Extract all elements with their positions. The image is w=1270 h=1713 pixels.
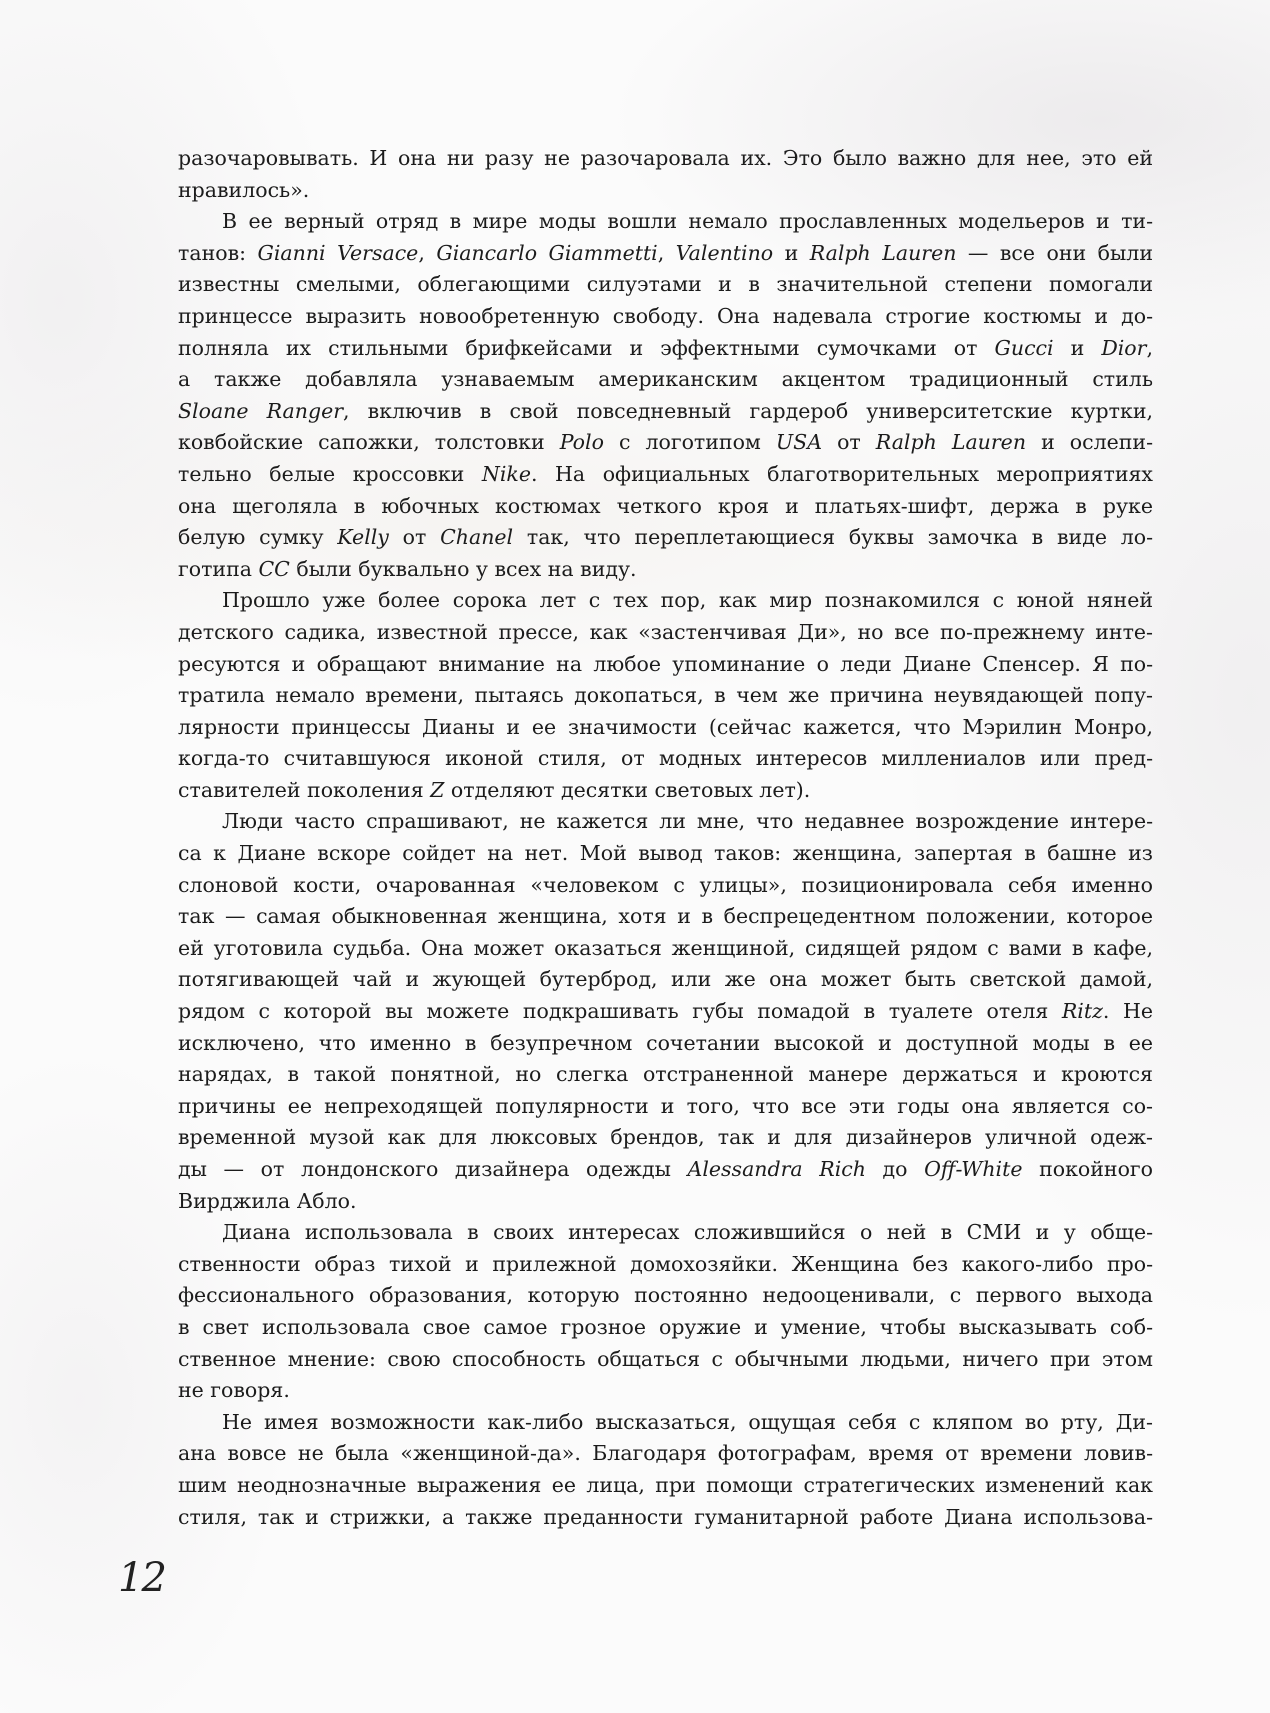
italic-term: Gucci xyxy=(994,335,1054,360)
text-line: ственное мнение: свою способность общаться с обычными людьми, ничего при этом xyxy=(178,1346,1153,1371)
italic-term: Ritz xyxy=(1061,999,1103,1024)
italic-term: CC xyxy=(258,556,290,581)
text-line: разочаровывать. И она ни разу не разочаровала их. Это было важно для нее, это ей xyxy=(178,146,1153,170)
italic-term: Ralph Lauren xyxy=(875,430,1027,455)
text-line: белую сумку Kelly от Chanel так, что переплетающиеся буквы замочка в виде ло- xyxy=(178,525,1153,550)
italic-term: Dior xyxy=(1101,335,1147,360)
italic-term: Nike xyxy=(481,461,531,486)
text-line: временной музой как для люксовых брендов, так и для дизайнеров уличной одеж- xyxy=(178,1125,1153,1150)
italic-term: Z xyxy=(430,777,445,802)
text-line: потягивающей чай и жующей бутерброд, или же она может быть светской дамой, xyxy=(178,967,1153,992)
text-line: она щеголяла в юбочных костюмах четкого кроя и платьях-шифт, держа в руке xyxy=(178,493,1153,518)
text-line: ресуются и обращают внимание на любое упоминание о леди Диане Спенсер. Я по- xyxy=(178,651,1153,676)
text-line: фессионального образования, которую постоянно недооценивали, с первого выхода xyxy=(178,1283,1153,1308)
italic-term: Gianni Versace xyxy=(257,240,419,265)
text-line: рядом с которой вы можете подкрашивать губы помадой в туалете отеля Ritz. Не xyxy=(178,999,1153,1024)
text-line: детского садика, известной прессе, как «застенчивая Ди», но все по-прежнему инте- xyxy=(178,619,1153,644)
text-line: исключено, что именно в безупречном сочетании высокой и доступной моды в ее xyxy=(178,1030,1153,1055)
text-line: ана вовсе не была «женщиной-да». Благодаря фотографам, время от времени ловив- xyxy=(178,1441,1153,1466)
text-line: ставителей поколения Z отделяют десятки световых лет). xyxy=(178,777,811,802)
text-line: са к Диане вскоре сойдет на нет. Мой вывод таков: женщина, запертая в башне из xyxy=(178,841,1153,866)
text-line: тратила немало времени, пытаясь докопаться, в чем же причина неувядающей попу- xyxy=(178,683,1153,708)
body-text xyxy=(178,143,1153,1533)
text-line: лярности принцессы Дианы и ее значимости (сейчас кажется, что Мэрилин Монро, xyxy=(178,714,1153,739)
text-line: полняла их стильными брифкейсами и эффектными сумочками от Gucci и Dior, xyxy=(178,335,1153,360)
italic-term: Giancarlo Giammetti xyxy=(436,240,658,265)
text-line: когда-то считавшуюся иконой стиля, от модных интересов миллениалов или пред- xyxy=(178,746,1153,771)
italic-term: USA xyxy=(775,430,823,455)
text-line: В ее верный отряд в мире моды вошли немало прославленных модельеров и ти- xyxy=(222,209,1153,234)
paragraph xyxy=(178,143,1153,206)
text-line: ственности образ тихой и прилежной домохозяйки. Женщина без какого-либо про- xyxy=(178,1251,1153,1276)
page-number: 12 xyxy=(118,1555,165,1601)
text-line: Люди часто спрашивают, не кажется ли мне, что недавнее возрождение интере- xyxy=(222,809,1153,834)
text-line: танов: Gianni Versace, Giancarlo Giammetti, Valentino и Ralph Lauren — все они были xyxy=(178,240,1153,265)
text-line: стиля, так и стрижки, а также преданности гуманитарной работе Диана использова- xyxy=(178,1504,1153,1529)
text-line: так — самая обыкновенная женщина, хотя и в беспрецедентном положении, которое xyxy=(178,904,1153,929)
italic-term: Sloane Ranger xyxy=(178,398,344,423)
text-line: Прошло уже более сорока лет с тех пор, как мир познакомился с юной няней xyxy=(222,588,1153,613)
text-line: тельно белые кроссовки Nike. На официальных благотворительных мероприятиях xyxy=(178,461,1153,486)
text-line: нравилось». xyxy=(178,177,310,202)
italic-term: Polo xyxy=(559,430,604,455)
paragraph xyxy=(178,1407,1153,1533)
italic-term: Off-White xyxy=(924,1157,1023,1181)
italic-term: Ralph Lauren xyxy=(809,240,957,265)
paragraph xyxy=(178,585,1153,806)
text-line: готипа CC были буквально у всех на виду. xyxy=(178,556,637,581)
text-line: ей уготовила судьба. Она может оказаться женщиной, сидящей рядом с вами в кафе, xyxy=(178,935,1153,960)
paragraph xyxy=(178,806,1153,1217)
text-line: слоновой кости, очарованная «человеком с улицы», позиционировала себя именно xyxy=(178,872,1153,897)
italic-term: Valentino xyxy=(675,240,774,265)
paragraph xyxy=(178,1217,1153,1407)
text-line: Sloane Ranger, включив в свой повседневный гардероб университетские куртки, xyxy=(178,398,1153,423)
italic-term: Kelly xyxy=(337,525,389,550)
text-line: ковбойские сапожки, толстовки Polo с логотипом USA от Ralph Lauren и ослепи- xyxy=(178,430,1153,455)
paragraph xyxy=(178,206,1153,585)
italic-term: Chanel xyxy=(440,525,514,550)
text-line: известны смелыми, облегающими силуэтами и в значительной степени помогали xyxy=(178,272,1153,297)
text-line: не говоря. xyxy=(178,1378,290,1403)
text-line: Диана использовала в своих интересах сложившийся о ней в СМИ и у обще- xyxy=(222,1220,1153,1245)
text-line: в свет использовала свое самое грозное оружие и умение, чтобы высказывать соб- xyxy=(178,1314,1153,1339)
text-line: Не имея возможности как-либо высказаться, ощущая себя с кляпом во рту, Ди- xyxy=(222,1409,1153,1434)
italic-term: Alessandra Rich xyxy=(687,1157,866,1181)
text-line: принцессе выразить новообретенную свободу. Она надевала строгие костюмы и до- xyxy=(178,303,1153,328)
text-line: причины ее непреходящей популярности и того, что все эти годы она является со- xyxy=(178,1093,1153,1118)
text-line: шим неоднозначные выражения ее лица, при помощи стратегических изменений как xyxy=(178,1472,1153,1497)
text-line: Вирджила Абло. xyxy=(178,1188,357,1213)
text-line: ды — от лондонского дизайнера одежды Alessandra Rich до Off-White покойного xyxy=(178,1157,1153,1181)
text-line: а также добавляла узнаваемым американским акцентом традиционный стиль xyxy=(178,367,1153,392)
text-line: нарядах, в такой понятной, но слегка отстраненной манере держаться и кроются xyxy=(178,1062,1153,1087)
